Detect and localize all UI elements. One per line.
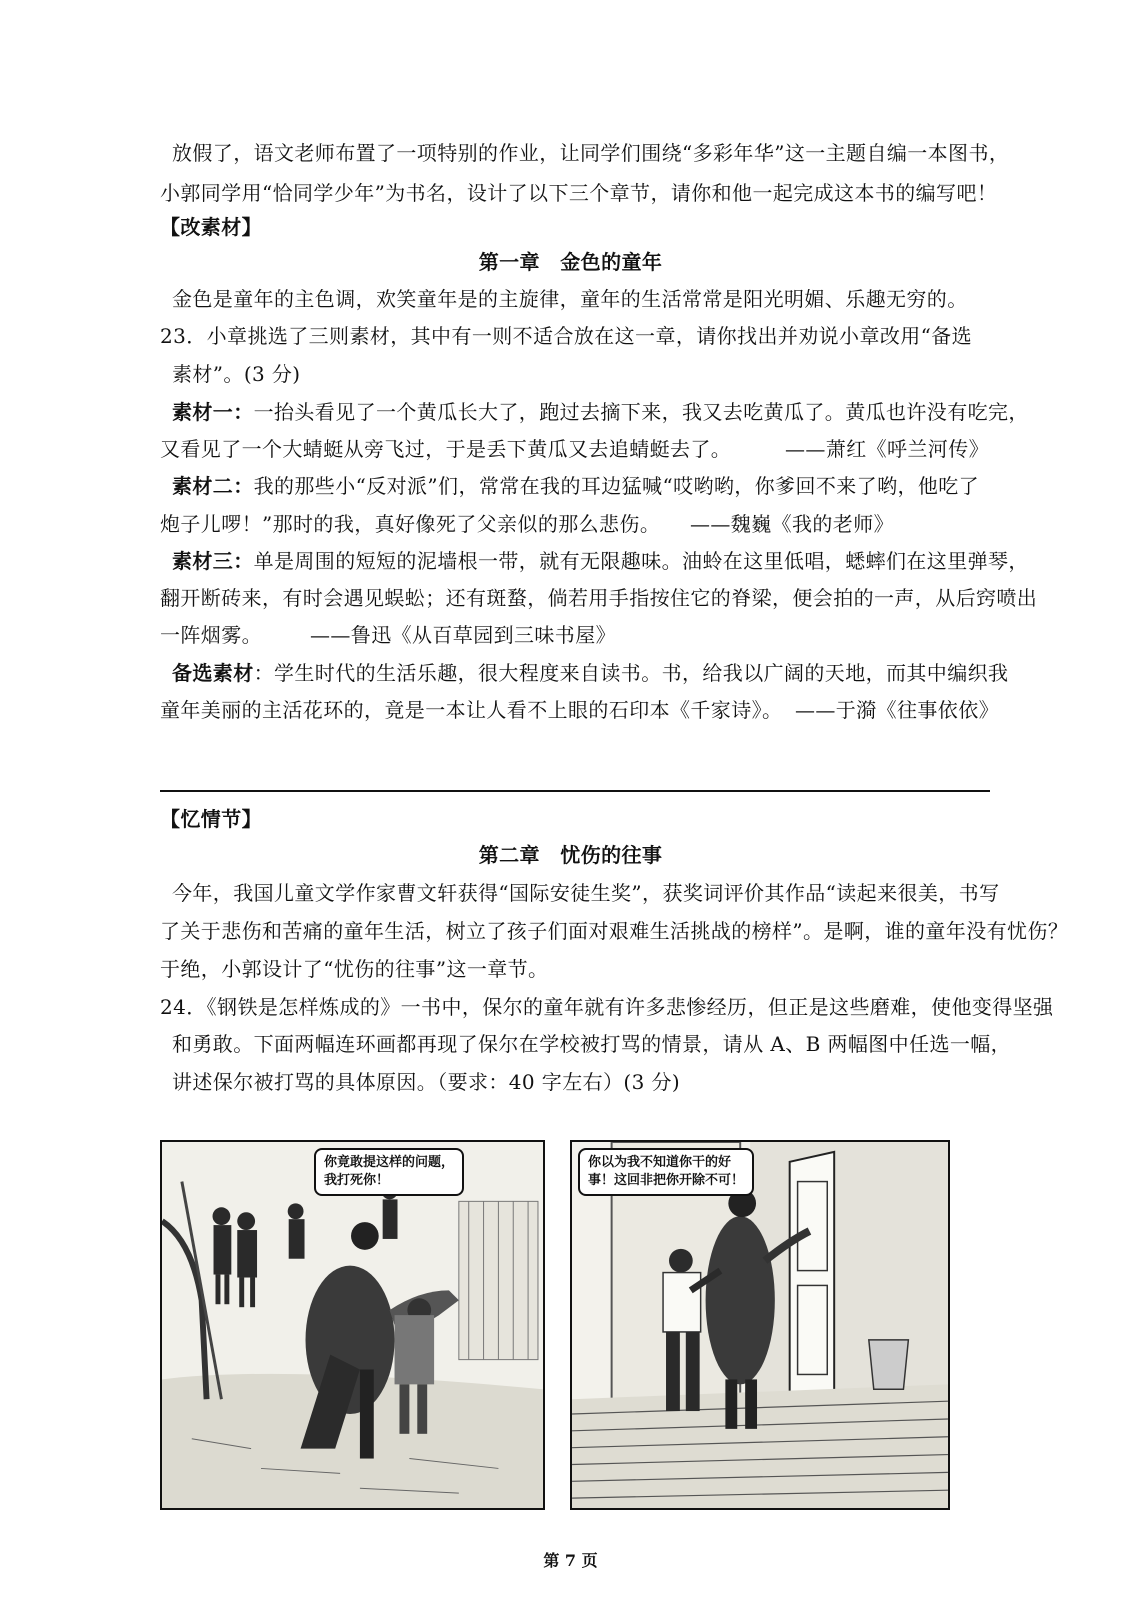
question-24-line-2: 和勇敢。下面两幅连环画都再现了保尔在学校被打骂的情景，请从 A、B 两幅图中任选一幅， — [172, 1032, 1012, 1056]
alternative-material-label: 备选素材 — [172, 661, 254, 685]
material-2-line-1: 素材二：我的那些小“反对派”们，常常在我的耳边猛喊“哎哟哟，你爹回不来了哟，他吃了 — [172, 474, 980, 498]
section-divider — [160, 790, 990, 792]
comic-panel-a — [160, 1140, 545, 1510]
alternative-material-line-2: 童年美丽的主活花环的，竟是一本让人看不上眼的石印本《千家诗》。 — [160, 698, 783, 722]
material-1-source: ——萧红《呼兰河传》 — [785, 437, 989, 461]
chapter-2-intro-line-3: 于绝，小郭设计了“忧伤的往事”这一章节。 — [160, 957, 549, 981]
chapter-2-title: 第二章 忧伤的往事 — [478, 843, 663, 867]
material-2-line-2: 炮子儿啰！”那时的我，真好像死了父亲似的那么悲伤。 — [160, 512, 661, 536]
material-2-source: ——魏巍《我的老师》 — [690, 512, 894, 536]
section-tag-recall-plot: 【忆情节】 — [160, 807, 262, 831]
page-number: 第 7 页 — [543, 1551, 598, 1570]
chapter-2-intro-line-1: 今年，我国儿童文学作家曹文轩获得“国际安徒生奖”，获奖词评价其作品“读起来很美，书写 — [172, 881, 1000, 905]
comic-panel-a-illustration — [162, 1142, 543, 1508]
alternative-material-source: ——于漪《往事依依》 — [795, 698, 999, 722]
question-24-line-3: 讲述保尔被打骂的具体原因。（要求：40 字左右）(3 分) — [172, 1070, 681, 1094]
comic-panel-b — [570, 1140, 950, 1510]
intro-line-2: 小郭同学用“恰同学少年”为书名，设计了以下三个章节，请你和他一起完成这本书的编写吧！ — [160, 181, 998, 205]
material-1-label: 素材一： — [172, 400, 254, 424]
material-3-label: 素材三： — [172, 549, 254, 573]
material-3-line-2: 翻开断砖来，有时会遇见蜈蚣；还有斑蝥，倘若用手指按住它的脊梁，便会拍的一声，从后窍喷出 — [160, 586, 1038, 610]
question-24-line-1: 24．《钢铁是怎样炼成的》一书中，保尔的童年就有许多悲惨经历，但正是这些磨难，使他变得坚强 — [160, 995, 1054, 1019]
material-3-line-1: 素材三：单是周围的短短的泥墙根一带，就有无限趣味。油蛉在这里低唱，蟋蟀们在这里弹琴， — [172, 549, 1029, 573]
material-2-label: 素材二： — [172, 474, 254, 498]
material-1-line-2: 又看见了一个大蜻蜓从旁飞过，于是丢下黄瓜又去追蜻蜓去了。 — [160, 437, 732, 461]
section-tag-revise-material: 【改素材】 — [160, 215, 262, 239]
material-3-line-3: 一阵烟雾。 — [160, 623, 262, 647]
question-23-line-1: 23．小章挑选了三则素材，其中有一则不适合放在这一章，请你找出并劝说小章改用“备选 — [160, 324, 973, 348]
comic-panel-b-illustration — [572, 1142, 948, 1508]
alternative-material-line-1: 备选素材：学生时代的生活乐趣，很大程度来自读书。书，给我以广阔的天地，而其中编织我 — [172, 661, 1009, 685]
intro-line-1: 放假了，语文老师布置了一项特别的作业，让同学们围绕“多彩年华”这一主题自编一本图书， — [172, 141, 1010, 165]
chapter-1-title: 第一章 金色的童年 — [478, 250, 663, 274]
panel-b-speech-bubble: 你以为我不知道你干的好 事！这回非把你开除不可！ — [578, 1148, 754, 1196]
chapter-1-intro: 金色是童年的主色调，欢笑童年是的主旋律，童年的生活常常是阳光明媚、乐趣无穷的。 — [172, 287, 968, 311]
material-1-line-1: 素材一：一抬头看见了一个黄瓜长大了，跑过去摘下来，我又去吃黄瓜了。黄瓜也许没有吃完， — [172, 400, 1029, 424]
chapter-2-intro-line-2: 了关于悲伤和苦痛的童年生活，树立了孩子们面对艰难生活挑战的榜样”。是啊，谁的童年没有忧伤？ — [160, 919, 1069, 943]
panel-a-speech-bubble: 你竟敢提这样的问题， 我打死你！ — [314, 1148, 464, 1196]
material-3-source: ——鲁迅《从百草园到三味书屋》 — [310, 623, 616, 647]
question-23-line-2: 素材”。(3 分) — [172, 362, 301, 386]
